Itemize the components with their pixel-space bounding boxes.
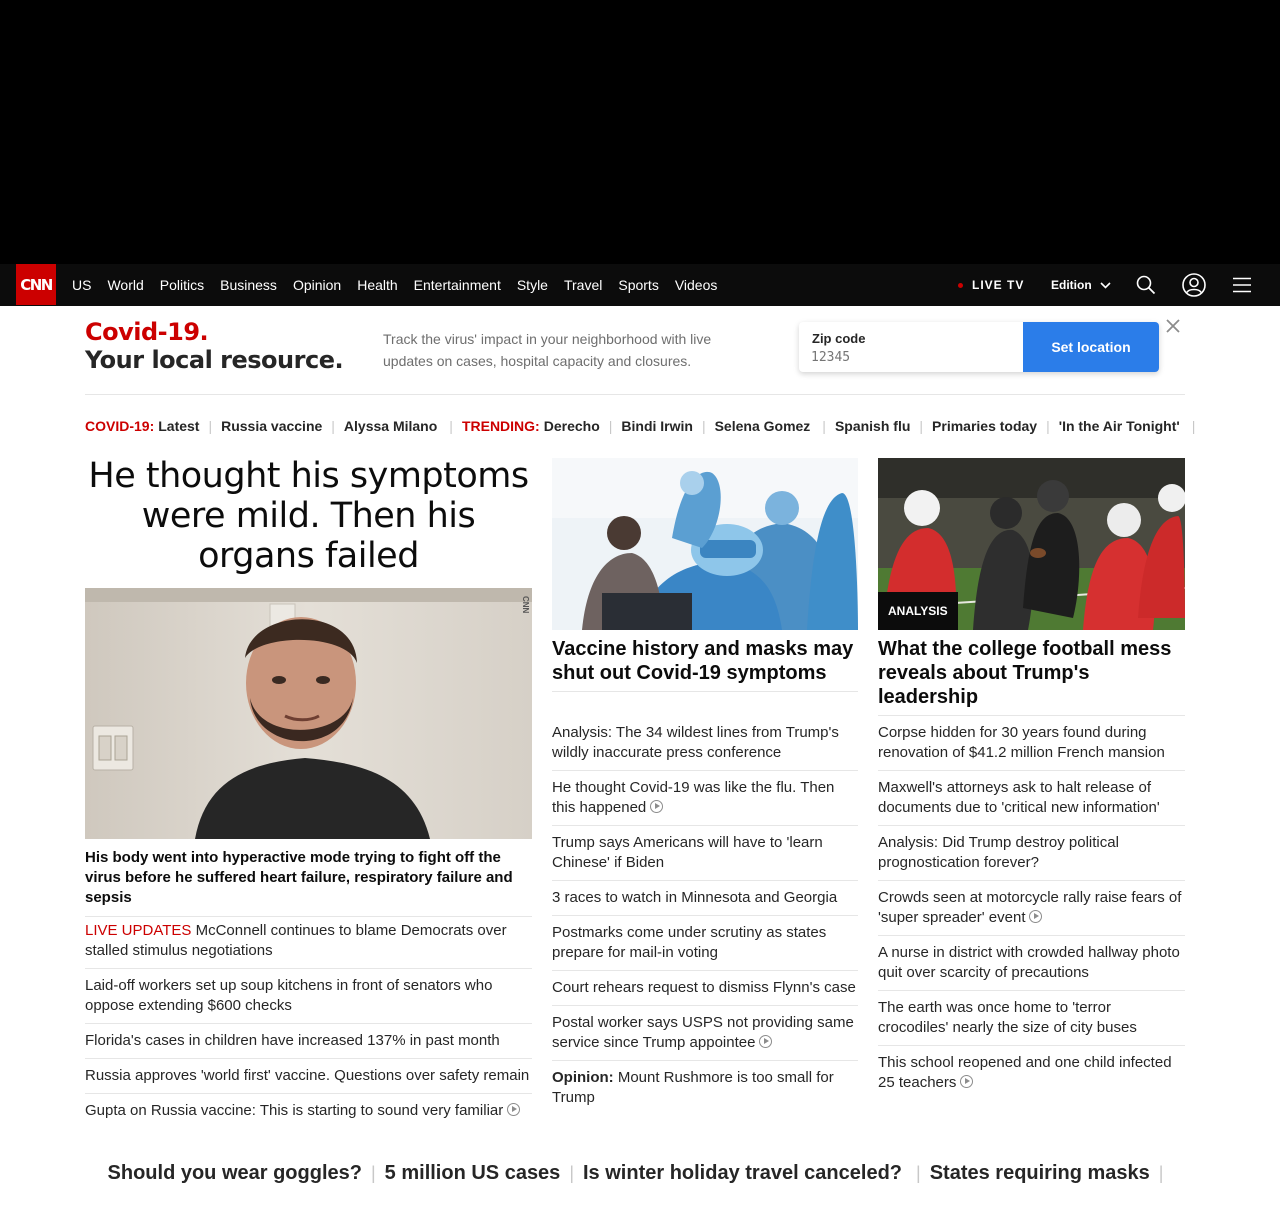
headline-text: Crowds seen at motorcycle rally raise fears of 'super spreader' event [878,889,1182,926]
image-watermark: CNN [521,596,530,614]
live-dot-icon [958,283,963,288]
top-navigation [0,264,1280,306]
video-play-icon [507,1103,520,1116]
headline-text: This school reopened and one child infected 25 teachers [878,1054,1172,1091]
edition-label: Edition [1051,278,1092,292]
list-item[interactable] [85,1059,532,1094]
headline-text: He thought Covid-19 was like the flu. Then this happened [552,779,835,816]
list-item[interactable] [85,914,532,969]
list-item[interactable] [552,971,858,1006]
nav-link-world[interactable]: World [107,277,144,293]
nav-link-health[interactable]: Health [357,277,398,293]
divider: | [1158,1162,1164,1183]
topic-link-goggles[interactable]: Should you wear goggles? [107,1161,362,1184]
topic-link-us-cases[interactable]: 5 million US cases [384,1161,561,1184]
list-item[interactable] [85,969,532,1024]
trending-link-primaries-today[interactable]: Primaries today [932,418,1038,434]
headline-text: Trump says Americans will have to 'learn Chinese' if Biden [552,834,823,871]
list-item[interactable] [878,826,1185,881]
covid-banner-description: Track the virus' impact in your neighborhood with live updates on cases, hospital capacity and closures. [383,331,712,369]
second-column-headline-list [552,716,858,1115]
trending-link-spanish-flu[interactable]: Spanish flu [834,418,911,434]
trending-link-bindi-irwin[interactable]: Bindi Irwin [621,418,693,434]
vaccine-story-image[interactable] [552,458,858,630]
video-play-icon [650,800,663,813]
search-icon[interactable] [1134,273,1158,297]
headline-text: Corpse hidden for 30 years found during renovation of $41.2 million French mansion [878,724,1165,761]
user-account-icon[interactable] [1182,273,1206,297]
headline-text: Gupta on Russia vaccine: This is starting to sound very familiar [85,1102,504,1119]
headline-text: Analysis: The 34 wildest lines from Trump's wildly inaccurate press conference [552,724,839,761]
headline-text: A nurse in district with crowded hallway photo quit over scarcity of precautions [878,944,1180,981]
list-item[interactable] [552,826,858,881]
headline-text: The earth was once home to 'terror crocodiles' nearly the size of city buses [878,999,1137,1036]
trending-link-latest[interactable]: Latest [158,418,200,434]
trending-label: TRENDING: [461,418,540,434]
cnn-logo[interactable]: CNN [16,264,56,305]
nav-link-opinion[interactable]: Opinion [292,277,342,293]
menu-hamburger-icon[interactable] [1230,273,1254,297]
covid-title-line2: Your local resource. [85,346,344,374]
list-item[interactable] [878,1046,1185,1100]
edition-dropdown[interactable] [1051,264,1111,306]
divider: | [1046,418,1050,434]
lead-headline-list [85,914,532,1128]
covid-label: COVID-19: [85,418,155,434]
nav-links [72,264,733,306]
nav-link-travel[interactable]: Travel [563,277,603,293]
divider: | [919,418,924,434]
divider: | [822,418,826,434]
headline-text: 3 races to watch in Minnesota and Georgia [552,889,838,906]
list-item[interactable] [552,1006,858,1061]
covid-banner-title [85,318,343,374]
video-play-icon [960,1075,973,1088]
list-item[interactable] [878,771,1185,826]
list-item[interactable] [552,716,858,771]
headline-text: Maxwell's attorneys ask to halt release of documents due to 'critical new information' [878,779,1160,816]
divider: | [449,418,453,434]
vaccine-story-headline[interactable]: Vaccine history and masks may shut out Covid-19 symptoms [552,637,858,692]
divider: | [370,1162,376,1183]
headline-text: Court rehears request to dismiss Flynn's case [552,979,856,996]
nav-link-us[interactable]: US [72,277,92,293]
lead-story-image[interactable] [85,588,532,839]
trending-link-derecho[interactable]: Derecho [543,418,600,434]
divider: | [1191,418,1196,434]
nav-link-sports[interactable]: Sports [618,277,659,293]
headline-text: Laid-off workers set up soup kitchens in front of senators who oppose extending $600 checks [85,977,493,1014]
zip-code-label: Zip code [812,331,866,346]
topic-link-states-masks[interactable]: States requiring masks [929,1161,1150,1184]
trending-link-russia-vaccine[interactable]: Russia vaccine [221,418,323,434]
lead-headline[interactable]: He thought his symptoms were mild. Then his organs failed [88,456,529,576]
football-story-image[interactable] [878,458,1185,630]
divider: | [569,1162,574,1183]
list-item[interactable] [878,936,1185,991]
list-item[interactable] [552,916,858,971]
headline-text: Florida's cases in children have increased 137% in past month [85,1032,500,1049]
lead-story-subtitle[interactable]: His body went into hyperactive mode trying to fight off the virus before he suffered heart failure, respiratory failure and sepsis [85,848,532,917]
football-story-headline[interactable]: What the college football mess reveals about Trump's leadership [878,637,1185,716]
nav-link-business[interactable]: Business [220,277,277,293]
nav-link-videos[interactable]: Videos [674,277,718,293]
headline-text: Russia approves 'world first' vaccine. Questions over safety remain [85,1067,530,1084]
divider: | [608,418,613,434]
lead-story-column [85,456,532,1119]
nav-link-politics[interactable]: Politics [159,277,205,293]
live-updates-label: LIVE UPDATES [85,922,192,939]
nav-link-entertainment[interactable]: Entertainment [413,277,501,293]
list-item[interactable] [552,1061,858,1115]
divider: | [331,418,335,434]
covid-local-banner [85,318,1185,395]
headline-text: Mount Rushmore is too small for Trump [552,1069,834,1106]
list-item[interactable] [85,1094,532,1128]
headline-text: Postmarks come under scrutiny as states prepare for mail-in voting [552,924,827,961]
chevron-down-icon [1100,282,1111,289]
set-location-button[interactable]: Set location [1023,322,1159,372]
zip-code-form [799,322,1159,372]
list-item[interactable] [85,1024,532,1059]
bottom-topic-bar [0,1160,1280,1186]
live-tv-link[interactable] [958,264,1024,306]
list-item[interactable] [878,991,1185,1046]
topic-link-holiday-travel[interactable]: Is winter holiday travel canceled? [583,1161,903,1184]
video-play-icon [1029,910,1042,923]
covid-title-line1: Covid-19. [85,318,209,346]
opinion-label: Opinion: [552,1069,614,1086]
trending-link-alyssa-milano[interactable]: Alyssa Milano [343,418,438,434]
headline-text: McConnell continues to blame Democrats over stalled stimulus negotiations [85,922,507,959]
list-item[interactable] [878,881,1185,936]
trending-bar [85,416,1204,436]
ad-area [0,0,1280,264]
close-icon[interactable] [1165,318,1181,334]
headline-text: Postal worker says USPS not providing same service since Trump appointee [552,1014,854,1051]
list-item[interactable] [878,716,1185,771]
trending-link-selena-gomez[interactable]: Selena Gomez [714,418,811,434]
trending-link-in-the-air-tonight[interactable]: 'In the Air Tonight' [1058,418,1180,434]
list-item[interactable] [552,881,858,916]
nav-link-style[interactable]: Style [516,277,548,293]
live-tv-label: LIVE TV [972,278,1025,292]
divider: | [208,418,213,434]
list-item[interactable] [552,771,858,826]
analysis-badge: ANALYSIS [878,592,958,630]
third-column-headline-list [878,716,1185,1100]
divider: | [701,418,706,434]
divider: | [916,1162,921,1183]
zip-code-input[interactable] [811,350,1011,365]
headline-text: Analysis: Did Trump destroy political prognostication forever? [878,834,1119,871]
video-play-icon [759,1035,772,1048]
